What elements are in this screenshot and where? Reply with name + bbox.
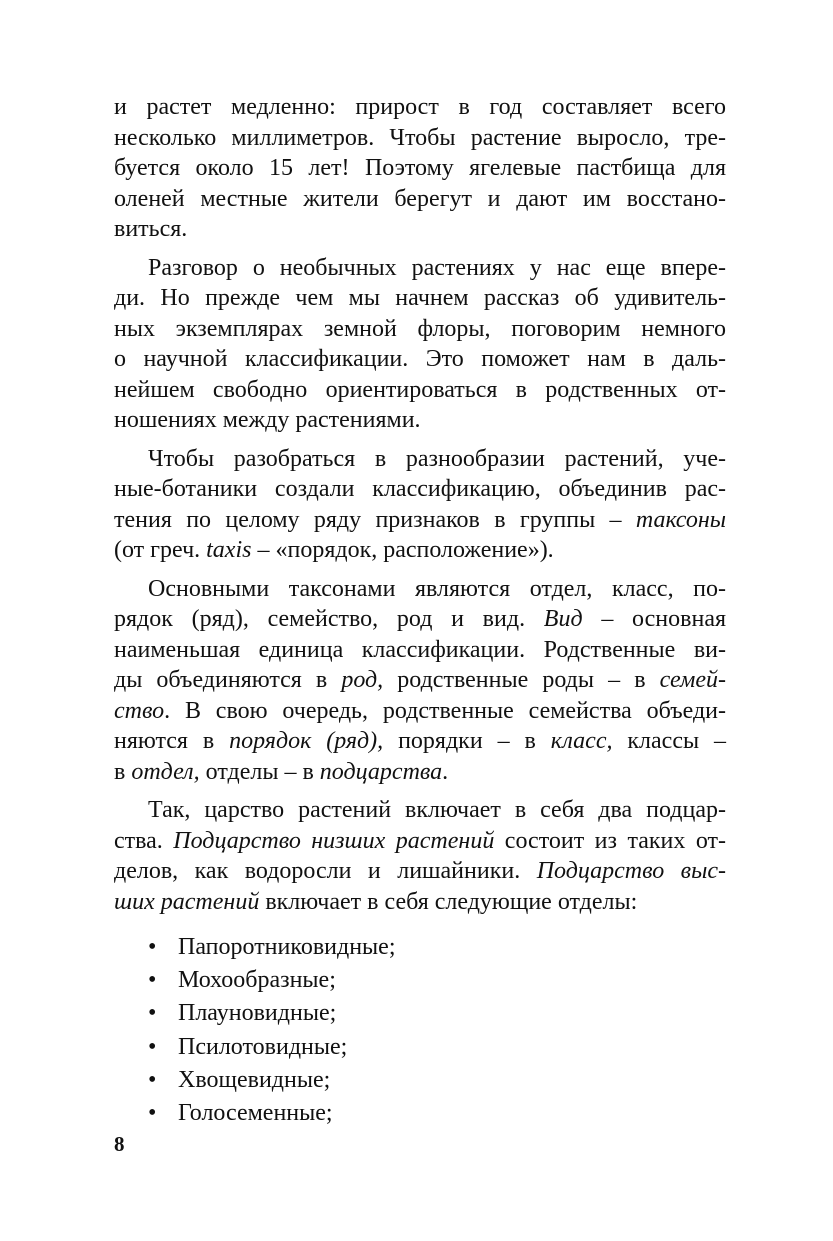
italic-term: таксоны <box>635 506 726 533</box>
text-line <box>114 604 726 635</box>
text-line <box>114 795 726 826</box>
paragraph <box>114 795 726 917</box>
italic-term: порядок (ряд), <box>229 728 384 754</box>
paragraph <box>114 444 726 566</box>
list-item <box>114 964 726 997</box>
text-segment: родственные роды – в <box>383 667 660 693</box>
paragraph <box>114 253 726 436</box>
text-line <box>114 153 726 184</box>
text-segment: Чтобы разобраться в разнообразии растений, уче- <box>148 445 726 472</box>
text-segment: виться. <box>114 216 188 242</box>
text-segment: ные-ботаники создали классификацию, объединив рас- <box>114 476 726 502</box>
italic-term: Подцарство выс- <box>536 858 726 884</box>
text-line <box>114 474 726 505</box>
text-segment: ных экземплярах земной флоры, поговорим немного <box>114 315 726 342</box>
text-line <box>114 574 726 605</box>
italic-term: отдел, <box>131 758 200 785</box>
italic-term: taxis <box>206 537 252 563</box>
text-line <box>114 405 726 436</box>
text-line <box>114 826 726 857</box>
text-line <box>114 444 726 475</box>
italic-term: подцарства <box>319 758 443 785</box>
page-number: 8 <box>114 1132 125 1156</box>
text-segment: нейшем свободно ориентироваться в родственных от- <box>114 376 726 403</box>
text-segment: Разговор о необычных растениях у нас еще впере- <box>148 254 726 281</box>
text-line <box>114 123 726 154</box>
italic-term: ство <box>114 697 165 724</box>
text-body <box>114 92 726 917</box>
text-segment: делов, как водоросли и лишайники. <box>114 858 537 884</box>
italic-term: Подцарство низших растений <box>173 827 495 854</box>
italic-term: Вид <box>543 606 583 632</box>
text-segment: буется около 15 лет! Поэтому ягелевые пастбища для <box>114 155 726 181</box>
italic-term: род, <box>341 667 384 693</box>
bullet-icon: • <box>148 1000 157 1027</box>
text-line <box>114 314 726 345</box>
text-line <box>114 344 726 375</box>
list-item <box>114 1031 726 1064</box>
text-line <box>114 253 726 284</box>
italic-term: ших растений <box>114 888 260 915</box>
text-segment: ства. <box>114 827 174 854</box>
text-segment: няются в <box>114 728 230 754</box>
text-segment: – «порядок, расположение»). <box>251 537 554 563</box>
list-item <box>114 997 726 1030</box>
italic-term: класс, <box>550 728 613 754</box>
text-line <box>114 92 726 123</box>
bullet-icon: • <box>148 934 157 960</box>
text-line <box>114 757 726 788</box>
text-segment: (от греч. <box>114 537 207 563</box>
text-segment: включает в себя следующие отделы: <box>259 888 638 915</box>
bullet-icon: • <box>148 967 157 994</box>
text-line <box>114 184 726 215</box>
text-line <box>114 214 726 245</box>
text-line <box>114 887 726 918</box>
text-segment: тения по целому ряду признаков в группы – <box>114 506 636 533</box>
text-segment: . В свою очередь, родственные семейства объеди- <box>164 697 726 724</box>
italic-term: семей- <box>659 667 726 693</box>
text-segment: рядок (ряд), семейство, род и вид. <box>114 606 544 632</box>
bullet-icon: • <box>148 1100 157 1127</box>
text-segment: Так, царство растений включает в себя два подцар- <box>148 797 726 823</box>
bullet-icon: • <box>148 1066 157 1093</box>
list-item-label: Псилотовидные; <box>178 1033 348 1060</box>
text-segment: классы – <box>612 728 727 754</box>
text-line <box>114 375 726 406</box>
text-line <box>114 505 726 536</box>
text-segment: ды объединяются в <box>114 667 342 693</box>
paragraph <box>114 574 726 788</box>
text-line <box>114 283 726 314</box>
text-segment: . <box>442 758 449 785</box>
text-segment: – основная <box>582 606 727 632</box>
text-line <box>114 635 726 666</box>
text-segment: порядки – в <box>383 728 551 754</box>
list-item <box>114 1097 726 1130</box>
text-segment: ношениях между растениями. <box>114 407 421 433</box>
list-item-label: Папоротниковидные; <box>178 934 396 960</box>
text-segment: оленей местные жители берегут и дают им восстано- <box>114 185 726 212</box>
list-item <box>114 931 726 964</box>
page-body <box>114 92 726 1130</box>
list-item-label: Хвощевидные; <box>178 1066 331 1093</box>
text-segment: отделы – в <box>199 758 320 785</box>
text-line <box>114 535 726 566</box>
paragraph <box>114 92 726 245</box>
text-line <box>114 665 726 696</box>
text-segment: Основными таксонами являются отдел, класс, по- <box>148 575 726 602</box>
text-line <box>114 726 726 757</box>
text-segment: ди. Но прежде чем мы начнем рассказ об удивитель- <box>114 285 726 311</box>
list-item-label: Плауновидные; <box>178 1000 337 1027</box>
text-segment: несколько миллиметров. Чтобы растение выросло, тре- <box>114 124 726 151</box>
list-item-label: Голосеменные; <box>178 1100 333 1127</box>
text-line <box>114 856 726 887</box>
text-segment: о научной классификации. Это поможет нам в даль- <box>114 346 726 372</box>
text-segment: и растет медленно: прирост в год составляет всего <box>114 94 726 120</box>
bullet-icon: • <box>148 1033 157 1060</box>
text-segment: в <box>114 758 132 785</box>
division-list <box>114 931 726 1130</box>
text-line <box>114 696 726 727</box>
text-segment: наименьшая единица классификации. Родственные ви- <box>114 636 726 663</box>
list-item-label: Мохообразные; <box>178 967 336 994</box>
text-segment: состоит из таких от- <box>494 827 726 854</box>
list-item <box>114 1064 726 1097</box>
